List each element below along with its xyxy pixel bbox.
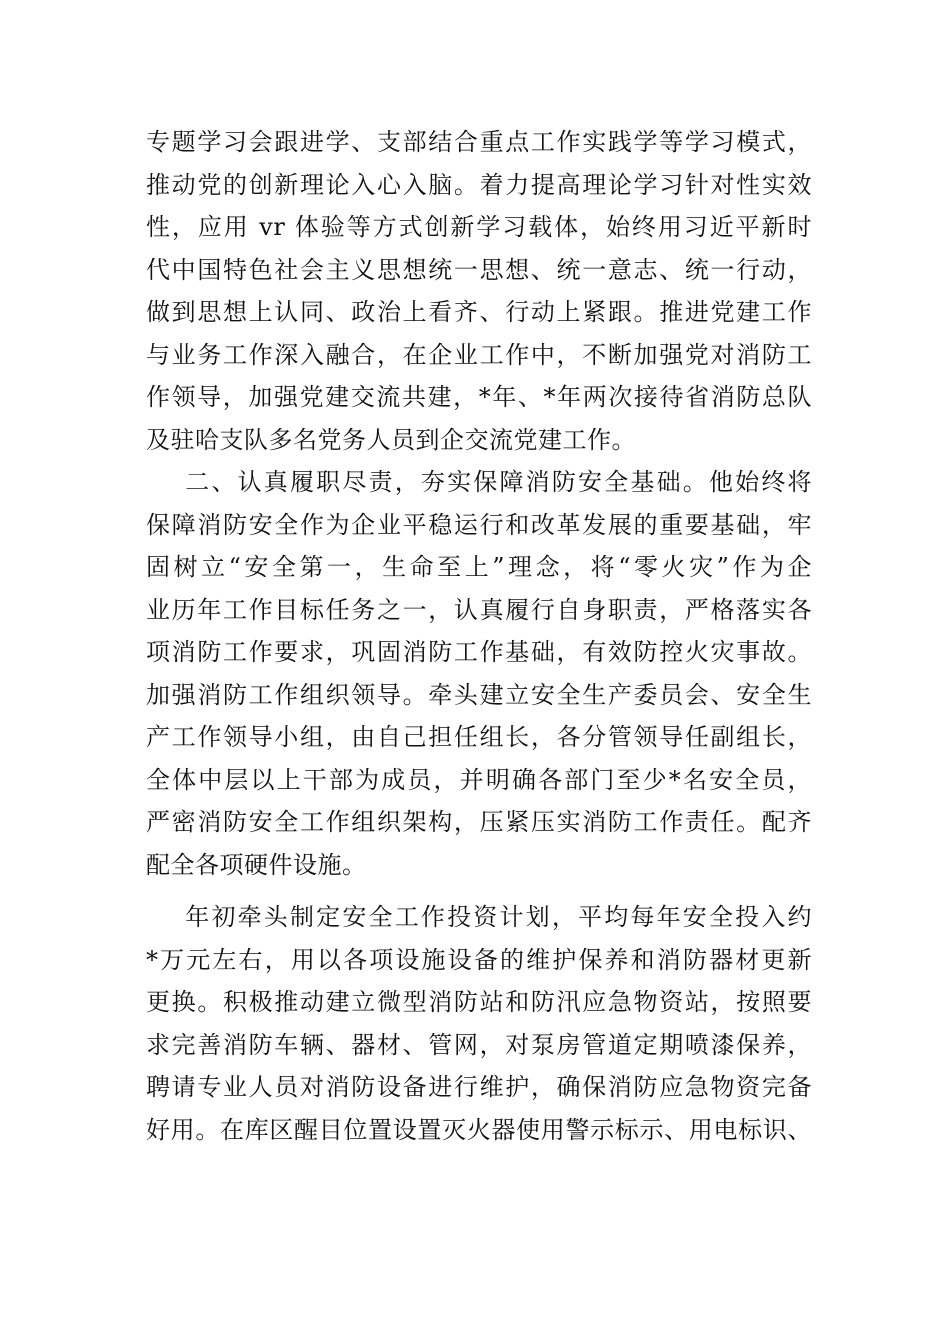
paragraph-3-line-3: 更换。积极推动建立微型消防站和防汛应急物资站，按照要 bbox=[146, 988, 812, 1016]
paragraph-1-line-6: 与业务工作深入融合，在企业工作中，不断加强党对消防工 bbox=[146, 340, 812, 369]
paragraph-2-line-6: 加强消防工作组织领导。牵头建立安全生产委员会、安全生 bbox=[146, 680, 812, 709]
paragraph-1-line-4: 代中国特色社会主义思想统一思想、统一意志、统一行动， bbox=[146, 255, 812, 284]
paragraph-1-line-2: 推动党的创新理论入心入脑。着力提高理论学习针对性实效 bbox=[146, 170, 812, 199]
paragraph-1-line-8: 及驻哈支队多名党务人员到企交流党建工作。 bbox=[146, 425, 636, 454]
paragraph-3-line-1: 年初牵头制定安全工作投资计划，平均每年安全投入约 bbox=[146, 903, 812, 931]
paragraph-3-line-6: 好用。在库区醒目位置设置灭火器使用警示标示、用电标识、 bbox=[146, 1115, 812, 1144]
paragraph-2 bbox=[146, 461, 812, 886]
paragraph-3-line-5: 聘请专业人员对消防设备进行维护，确保消防应急物资完备 bbox=[146, 1073, 812, 1101]
paragraph-2-line-9: 严密消防安全工作组织架构，压紧压实消防工作责任。配齐 bbox=[146, 808, 812, 836]
paragraph-1-line-3: 性，应用 vr 体验等方式创新学习载体，始终用习近平新时 bbox=[146, 213, 812, 241]
paragraph-2-line-3: 固树立“安全第一，生命至上”理念，将“零火灾”作为企 bbox=[146, 553, 812, 581]
paragraph-3-line-4: 求完善消防车辆、器材、管网，对泵房管道定期喷漆保养， bbox=[146, 1030, 812, 1059]
paragraph-1-line-1: 专题学习会跟进学、支部结合重点工作实践学等学习模式， bbox=[146, 128, 812, 156]
paragraph-2-line-1: 二、认真履职尽责，夯实保障消防安全基础。他始终将 bbox=[146, 468, 812, 496]
paragraph-3 bbox=[146, 896, 812, 1151]
paragraph-2-line-8: 全体中层以上干部为成员，并明确各部门至少*名安全员， bbox=[146, 765, 812, 794]
paragraph-1-line-5: 做到思想上认同、政治上看齐、行动上紧跟。推进党建工作 bbox=[146, 298, 812, 326]
paragraph-2-line-10: 配全各项硬件设施。 bbox=[146, 850, 367, 879]
paragraph-spacer bbox=[146, 886, 812, 896]
paragraph-1 bbox=[146, 121, 812, 461]
paragraph-2-line-5: 项消防工作要求，巩固消防工作基础，有效防控火灾事故。 bbox=[146, 638, 812, 666]
paragraph-1-line-7: 作领导，加强党建交流共建，*年、*年两次接待省消防总队 bbox=[146, 383, 812, 411]
paragraph-2-line-7: 产工作领导小组，由自己担任组长，各分管领导任副组长， bbox=[146, 723, 812, 751]
paragraph-3-line-2: *万元左右，用以各项设施设备的维护保养和消防器材更新 bbox=[146, 945, 812, 974]
paragraph-2-line-2: 保障消防安全作为企业平稳运行和改革发展的重要基础，牢 bbox=[146, 510, 812, 539]
paragraph-2-line-4: 业历年工作目标任务之一，认真履行自身职责，严格落实各 bbox=[146, 595, 812, 624]
document-body bbox=[146, 121, 812, 1151]
